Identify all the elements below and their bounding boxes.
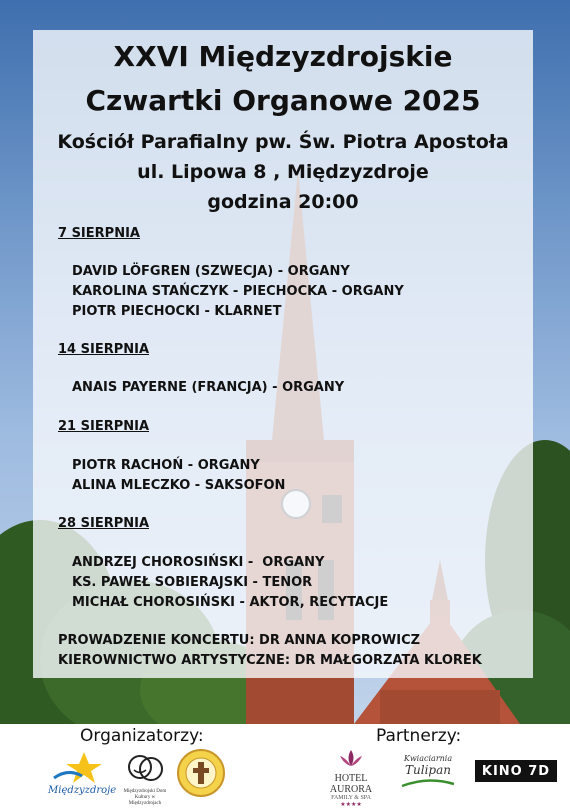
performer: KAROLINA STAŃCZYK - PIECHOCKA - ORGANY [72, 284, 404, 299]
parish-emblem-icon [176, 748, 226, 798]
venue: Kościół Parafialny pw. Św. Piotra Apostoła [57, 131, 509, 153]
hotel-stars: ★★★★ [340, 802, 362, 808]
culture-house-logo [118, 752, 172, 806]
parish-logo [176, 748, 226, 798]
performer: DAVID LÖFGREN (SZWECJA) - ORGANY [72, 264, 350, 279]
miedzyzdroje-logo [48, 750, 117, 800]
lotus-icon [336, 748, 366, 768]
address: ul. Lipowa 8 , Międzyzdroje [137, 161, 429, 183]
tulipan-line1: Kwiaciarnia [403, 754, 453, 763]
kino-logo-text: KINO 7D [481, 763, 551, 779]
hotel-name: HOTEL AURORA [329, 773, 373, 795]
culture-house-logo-text: Międzyzdrojski Dom Kultury w Międzyzdrojach [123, 789, 167, 806]
hotel-subtitle: FAMILY & SPA [331, 795, 371, 801]
tulipan-logo [392, 754, 464, 798]
concert-date: 7 SIERPNIA [58, 226, 140, 241]
concert-date: 21 SIERPNIA [58, 419, 150, 434]
kino-7d-logo [475, 760, 557, 782]
host-credit: PROWADZENIE KONCERTU: DR ANNA KOPROWICZ [58, 633, 421, 648]
partners-label: Partnerzy: [376, 726, 462, 746]
title-line2: Czwartki Organowe 2025 [85, 84, 481, 117]
organizers-label: Organizatorzy: [80, 726, 204, 746]
miedzyzdroje-logo-text: Międzyzdroje [48, 785, 117, 796]
theatre-masks-icon [118, 752, 172, 784]
star-icon [48, 750, 112, 784]
performer: ANDRZEJ CHOROSIŃSKI - ORGANY [72, 555, 325, 570]
artistic-credit: KIEROWNICTWO ARTYSTYCZNE: DR MAŁGORZATA KLOREK [58, 653, 482, 668]
time: godzina 20:00 [207, 191, 359, 213]
performer: PIOTR PIECHOCKI - KLARNET [72, 304, 282, 319]
performer: KS. PAWEŁ SOBIERAJSKI - TENOR [72, 575, 313, 590]
concert-date: 28 SIERPNIA [58, 516, 150, 531]
title-line1: XXVI Międzyzdrojskie [113, 40, 453, 73]
performer: ANAIS PAYERNE (FRANCJA) - ORGANY [72, 380, 345, 395]
leaf-icon [392, 778, 464, 790]
performer: ALINA MLECZKO - SAKSOFON [72, 478, 286, 493]
tulipan-line2: Tulipan [405, 763, 451, 777]
hotel-aurora-logo [318, 748, 384, 808]
performer: MICHAŁ CHOROSIŃSKI - AKTOR, RECYTACJE [72, 595, 389, 610]
concert-date: 14 SIERPNIA [58, 342, 150, 357]
performer: PIOTR RACHOŃ - ORGANY [72, 458, 260, 473]
